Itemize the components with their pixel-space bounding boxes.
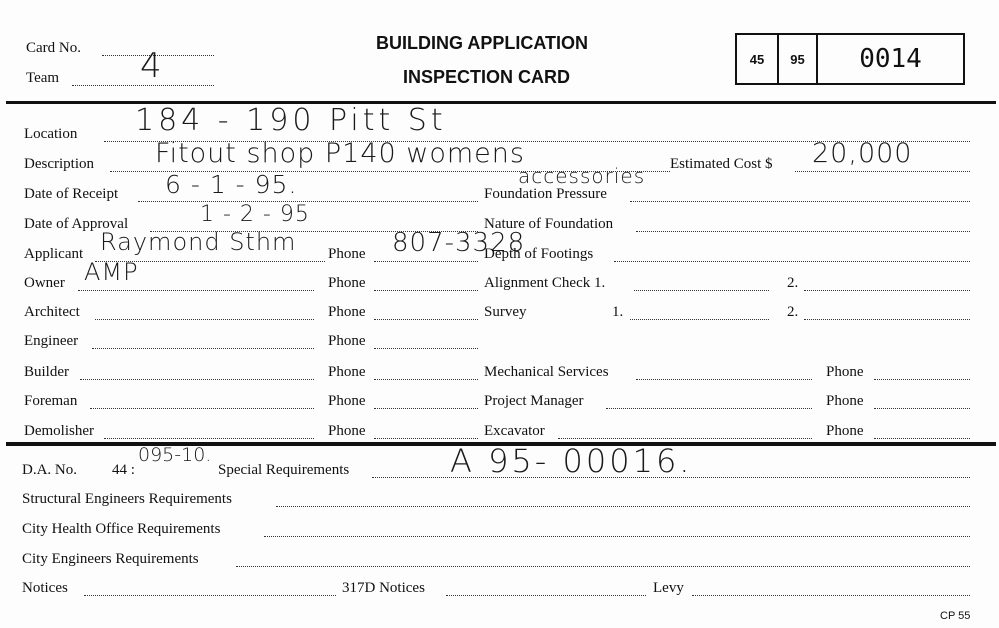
mechanical-phone-line (874, 379, 970, 380)
number-prefix-1: 45 (749, 51, 765, 67)
foreman-label: Foreman (24, 393, 78, 409)
special-requirements-label: Special Requirements (218, 462, 350, 478)
city-engineers-line (236, 566, 970, 567)
da-no-label: D.A. No. (22, 462, 77, 478)
description-value-2: accessories (518, 164, 646, 188)
mechanical-services-line (636, 379, 812, 380)
applicant-phone-value: 807-3328 (392, 228, 526, 258)
estimated-cost-label: Estimated Cost $ (670, 156, 773, 172)
date-of-approval-label: Date of Approval (24, 216, 129, 232)
da-no-prefix: 44 : (112, 462, 135, 478)
date-of-receipt-label: Date of Receipt (24, 186, 119, 202)
notices-317d-label: 317D Notices (342, 580, 425, 596)
card-number-box (735, 33, 965, 85)
date-of-receipt-value: 6 - 1 - 95. (165, 170, 298, 199)
alignment-check-line-2 (804, 290, 970, 291)
date-of-approval-value: 1 - 2 - 95 (200, 202, 310, 227)
card-no-label: Card No. (26, 40, 81, 56)
structural-engineers-label: Structural Engineers Requirements (22, 491, 232, 507)
alignment-check-2-label: 2. (787, 275, 799, 291)
alignment-check-label: Alignment Check 1. (484, 275, 606, 291)
survey-1-label: 1. (612, 304, 624, 320)
engineer-line (92, 348, 314, 349)
survey-2-label: 2. (787, 304, 799, 320)
project-manager-phone-label: Phone (826, 393, 864, 409)
location-label: Location (24, 126, 78, 142)
builder-label: Builder (24, 364, 69, 380)
demolisher-label: Demolisher (24, 423, 94, 439)
foreman-phone-label: Phone (328, 393, 366, 409)
nature-of-foundation-line (636, 231, 970, 232)
number-prefix-2: 95 (790, 51, 805, 67)
project-manager-phone-line (874, 408, 970, 409)
special-requirements-value: A 95- 00016. (450, 442, 693, 480)
card-number: 0014 (859, 44, 922, 74)
description-value: Fitout shop P140 womens (155, 138, 525, 169)
architect-label: Architect (24, 304, 80, 320)
applicant-label: Applicant (24, 246, 84, 262)
depth-of-footings-label: Depth of Footings (484, 246, 594, 262)
nature-of-foundation-label: Nature of Foundation (484, 216, 614, 232)
da-no-value: 095-10. (138, 444, 212, 466)
owner-phone-label: Phone (328, 275, 366, 291)
alignment-check-line-1 (634, 290, 769, 291)
mechanical-phone-label: Phone (826, 364, 864, 380)
excavator-line (558, 438, 812, 439)
location-value: 184 - 190 Pitt St (135, 103, 447, 138)
demolisher-phone-label: Phone (328, 423, 366, 439)
architect-line (95, 319, 314, 320)
foreman-phone-line (374, 408, 478, 409)
owner-value: AMP (84, 258, 139, 286)
owner-phone-line (374, 290, 478, 291)
levy-line (692, 595, 970, 596)
survey-label: Survey (484, 304, 527, 320)
team-value: 4 (140, 46, 163, 86)
excavator-label: Excavator (484, 423, 545, 439)
project-manager-label: Project Manager (484, 393, 584, 409)
levy-label: Levy (653, 580, 684, 596)
applicant-phone-line (374, 261, 478, 262)
survey-line-2 (804, 319, 970, 320)
structural-engineers-line (276, 506, 970, 507)
excavator-phone-line (874, 438, 970, 439)
foreman-line (90, 408, 314, 409)
estimated-cost-value: 20,000 (812, 138, 913, 169)
architect-phone-label: Phone (328, 304, 366, 320)
depth-of-footings-line (614, 261, 970, 262)
survey-line-1 (630, 319, 769, 320)
foundation-pressure-label: Foundation Pressure (484, 186, 607, 202)
estimated-cost-line (795, 171, 970, 172)
mechanical-services-label: Mechanical Services (484, 364, 609, 380)
foundation-pressure-line (630, 201, 970, 202)
owner-line (78, 290, 314, 291)
owner-label: Owner (24, 275, 65, 291)
title-line-1: BUILDING APPLICATION (376, 33, 588, 53)
notices-317d-line (446, 595, 646, 596)
project-manager-line (606, 408, 812, 409)
engineer-phone-line (374, 348, 478, 349)
excavator-phone-label: Phone (826, 423, 864, 439)
city-health-line (264, 536, 970, 537)
engineer-label: Engineer (24, 333, 79, 349)
builder-phone-line (374, 379, 478, 380)
demolisher-line (104, 438, 314, 439)
city-health-label: City Health Office Requirements (22, 521, 221, 537)
notices-label: Notices (22, 580, 68, 596)
engineer-phone-label: Phone (328, 333, 366, 349)
description-label: Description (24, 156, 94, 172)
title-line-2: INSPECTION CARD (403, 67, 571, 87)
city-engineers-label: City Engineers Requirements (22, 551, 199, 567)
team-label: Team (26, 70, 60, 86)
builder-phone-label: Phone (328, 364, 366, 380)
architect-phone-line (374, 319, 478, 320)
form-code: CP 55 (940, 610, 971, 622)
applicant-phone-label: Phone (328, 246, 366, 262)
notices-line (84, 595, 336, 596)
applicant-value: Raymond Sthm (100, 228, 297, 256)
builder-line (80, 379, 314, 380)
demolisher-phone-line (374, 438, 478, 439)
